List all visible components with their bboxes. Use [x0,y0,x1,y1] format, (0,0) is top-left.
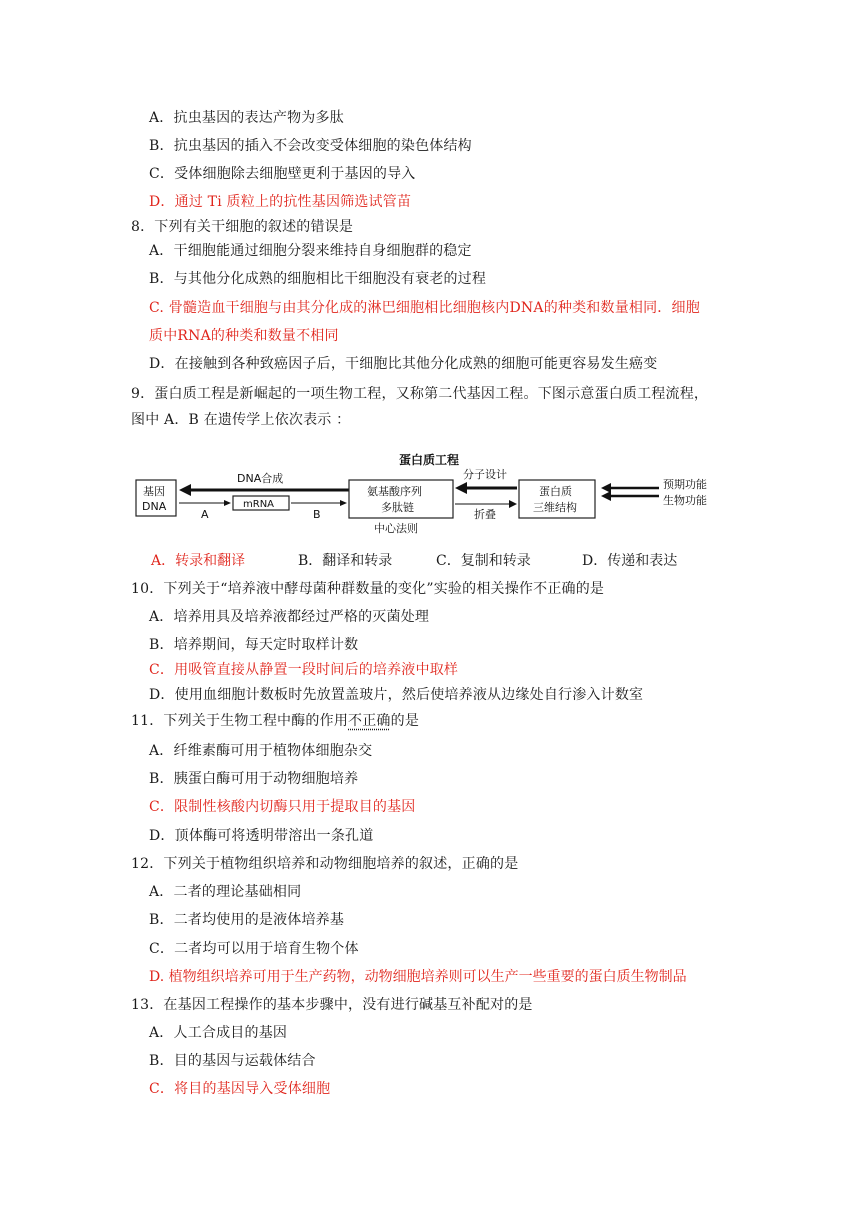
q11-stem: 11．下列关于生物工程中酶的作用不正确的是 [131,713,420,729]
q8-option-a: A．干细胞能通过细胞分裂来维持自身细胞群的稳定 [149,243,472,259]
q10-option-c-answer: C．用吸管直接从静置一段时间后的培养液中取样 [149,662,459,678]
q8-stem: 8．下列有关干细胞的叙述的错误是 [131,219,354,235]
mrna-label: mRNA [243,499,275,510]
q8-option-b: B．与其他分化成熟的细胞相比干细胞没有衰老的过程 [149,271,487,287]
q10-stem: 10．下列关于“培养液中酵母菌种群数量的变化”实验的相关操作不正确的是 [131,581,605,597]
q13-option-a: A．人工合成目的基因 [149,1025,288,1041]
q10-option-b: B．培养期间，每天定时取样计数 [149,637,359,653]
molecular-design-label: 分子设计 [463,468,507,481]
q12-option-c: C．二者均可以用于培育生物个体 [149,941,359,957]
polypeptide-label: 多肽链 [381,501,414,514]
q9-option-b: B．翻译和转录 [298,553,393,569]
q12-option-a: A．二者的理论基础相同 [149,884,302,900]
folding-label: 折叠 [474,508,496,521]
protein-engineering-diagram [131,448,731,538]
amino-acid-sequence-label: 氨基酸序列 [367,485,422,498]
q8-option-c-answer: C. 骨髓造血干细胞与由其分化成的淋巴细胞相比细胞核内DNA的种类和数量相同．细胞 [149,300,700,316]
biological-function-label: 生物功能 [663,494,707,507]
q7-option-c: C．受体细胞除去细胞壁更利于基因的导入 [149,166,416,182]
expected-function-label: 预期功能 [663,478,707,491]
q12-stem: 12．下列关于植物组织培养和动物细胞培养的叙述，正确的是 [131,856,519,872]
q13-option-c-answer: C．将目的基因导入受体细胞 [149,1081,331,1097]
q12-option-d-answer: D. 植物组织培养可用于生产药物，动物细胞培养则可以生产一些重要的蛋白质生物制品 [149,969,687,985]
dna-synthesis-label: DNA合成 [237,472,284,485]
q8-option-d: D．在接触到各种致癌因子后，干细胞比其他分化成熟的细胞可能更容易发生癌变 [149,356,658,372]
q13-option-b: B．目的基因与运载体结合 [149,1053,316,1069]
q7-option-b: B．抗虫基因的插入不会改变受体细胞的染色体结构 [149,138,472,154]
q10-option-d: D．使用血细胞计数板时先放置盖玻片，然后使培养液从边缘处自行渗入计数室 [149,687,644,703]
dna-label: DNA [142,500,167,513]
diagram-title: 蛋白质工程 [399,453,460,467]
three-d-structure-label: 三维结构 [533,501,577,514]
label-b: B [313,508,321,521]
dna-synthesis-arrowhead [179,484,191,496]
q13-stem: 13．在基因工程操作的基本步骤中，没有进行碱基互补配对的是 [131,997,533,1013]
label-a: A [201,508,209,521]
q7-option-d-answer: D．通过 Ti 质粒上的抗性基因筛选试管苗 [149,194,412,210]
q12-option-b: B．二者均使用的是液体培养基 [149,912,345,928]
q9-option-d: D．传递和表达 [582,553,678,569]
q8-option-c-answer-cont: 质中RNA的种类和数量不相同 [149,328,339,344]
q11-option-c-answer: C．限制性核酸内切酶只用于提取目的基因 [149,799,416,815]
q11-option-a: A．纤维素酶可用于植物体细胞杂交 [149,743,373,759]
q9-option-a-answer: A．转录和翻译 [151,553,246,569]
q7-option-a: A．抗虫基因的表达产物为多肽 [149,110,344,126]
protein-label: 蛋白质 [539,485,572,498]
q9-stem-line1: 9．蛋白质工程是新崛起的一项生物工程，又称第二代基因工程。下图示意蛋白质工程流程， [131,386,709,402]
q10-option-a: A．培养用具及培养液都经过严格的灭菌处理 [149,609,430,625]
q9-stem-line2: 图中 A．B 在遗传学上依次表示 ： [131,412,351,428]
q11-option-d: D．顶体酶可将透明带溶出一条孔道 [149,828,374,844]
q11-option-b: B．胰蛋白酶可用于动物细胞培养 [149,771,359,787]
q11-stem-emphasis: 不正确 [348,713,391,729]
gene-label: 基因 [143,485,165,498]
q9-option-c: C．复制和转录 [436,553,531,569]
central-dogma-label: 中心法则 [374,522,418,535]
